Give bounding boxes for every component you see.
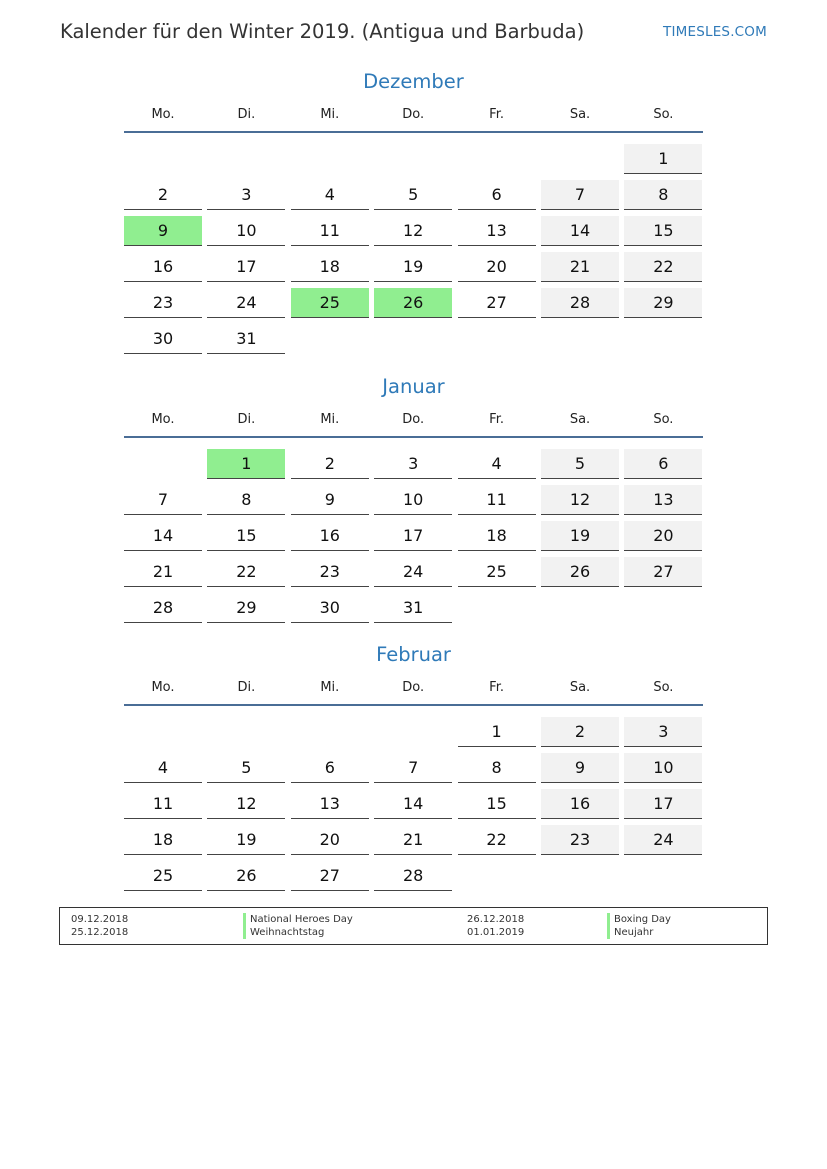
weekday-label: Fr. [489, 107, 504, 122]
day-cell: 21 [124, 557, 202, 587]
weekday-header [124, 412, 703, 432]
day-cell: 10 [624, 753, 702, 783]
day-cell: 31 [374, 593, 452, 623]
day-cell: 2 [291, 449, 369, 479]
day-cell: 12 [207, 789, 285, 819]
legend-date: 01.01.2019 [467, 927, 525, 938]
weekday-label: So. [653, 680, 674, 695]
legend-holiday-name: Weihnachtstag [243, 926, 324, 939]
day-cell: 8 [458, 753, 536, 783]
legend-holiday-name: National Heroes Day [243, 913, 353, 926]
day-cell: 30 [291, 593, 369, 623]
weekday-label: Do. [402, 680, 425, 695]
day-cell: 12 [541, 485, 619, 515]
day-cell: 25 [124, 861, 202, 891]
holiday-day-cell: 26 [374, 288, 452, 318]
day-cell: 15 [458, 789, 536, 819]
day-cell: 25 [458, 557, 536, 587]
day-cell: 22 [458, 825, 536, 855]
day-cell: 5 [541, 449, 619, 479]
day-cell: 26 [207, 861, 285, 891]
day-cell: 6 [624, 449, 702, 479]
weekday-label: Do. [402, 412, 425, 427]
day-cell: 9 [541, 753, 619, 783]
day-cell: 15 [624, 216, 702, 246]
day-cell: 28 [374, 861, 452, 891]
page-title: Kalender für den Winter 2019. (Antigua und Barbuda) [60, 20, 585, 43]
day-cell: 11 [124, 789, 202, 819]
day-cell: 24 [207, 288, 285, 318]
day-cell: 26 [541, 557, 619, 587]
day-cell: 29 [207, 593, 285, 623]
month-name: Dezember [363, 70, 464, 93]
day-cell: 13 [458, 216, 536, 246]
day-cell: 24 [374, 557, 452, 587]
day-cell: 10 [207, 216, 285, 246]
holiday-day-cell: 9 [124, 216, 202, 246]
day-cell: 20 [624, 521, 702, 551]
day-cell: 22 [624, 252, 702, 282]
day-cell: 14 [541, 216, 619, 246]
weekday-label: Di. [237, 107, 256, 122]
weekday-header [124, 107, 703, 127]
day-cell: 9 [291, 485, 369, 515]
day-cell: 7 [374, 753, 452, 783]
day-cell: 7 [541, 180, 619, 210]
day-cell: 24 [624, 825, 702, 855]
header-divider [124, 436, 703, 438]
day-cell: 18 [291, 252, 369, 282]
day-cell: 8 [207, 485, 285, 515]
weekday-label: Fr. [489, 412, 504, 427]
holiday-day-cell: 25 [291, 288, 369, 318]
weekday-label: Mo. [151, 680, 175, 695]
legend-holiday-name: Boxing Day [607, 913, 671, 926]
day-cell: 19 [541, 521, 619, 551]
day-cell: 5 [374, 180, 452, 210]
weekday-label: So. [653, 107, 674, 122]
day-cell: 2 [124, 180, 202, 210]
weekday-label: Fr. [489, 680, 504, 695]
legend-date: 09.12.2018 [71, 914, 129, 925]
weekday-label: So. [653, 412, 674, 427]
day-cell: 23 [291, 557, 369, 587]
day-cell: 28 [124, 593, 202, 623]
day-cell: 17 [207, 252, 285, 282]
day-cell: 13 [624, 485, 702, 515]
day-cell: 7 [124, 485, 202, 515]
header-divider [124, 704, 703, 706]
legend-date: 26.12.2018 [467, 914, 525, 925]
day-cell: 16 [291, 521, 369, 551]
day-cell: 21 [374, 825, 452, 855]
weekday-label: Do. [402, 107, 425, 122]
holiday-day-cell: 1 [207, 449, 285, 479]
day-cell: 29 [624, 288, 702, 318]
weekday-label: Mi. [320, 107, 340, 122]
weekday-label: Mi. [320, 412, 340, 427]
day-cell: 22 [207, 557, 285, 587]
day-cell: 3 [624, 717, 702, 747]
day-cell: 4 [291, 180, 369, 210]
day-cell: 2 [541, 717, 619, 747]
day-cell: 31 [207, 324, 285, 354]
month-name: Januar [382, 375, 445, 398]
day-cell: 15 [207, 521, 285, 551]
day-cell: 16 [124, 252, 202, 282]
day-cell: 1 [458, 717, 536, 747]
day-cell: 18 [458, 521, 536, 551]
day-cell: 3 [207, 180, 285, 210]
weekday-label: Mo. [151, 412, 175, 427]
day-cell: 27 [624, 557, 702, 587]
day-cell: 21 [541, 252, 619, 282]
day-cell: 14 [374, 789, 452, 819]
day-cell: 18 [124, 825, 202, 855]
brand-link[interactable]: TIMESLES.COM [663, 24, 767, 40]
weekday-label: Di. [237, 680, 256, 695]
holiday-legend [59, 907, 768, 945]
day-cell: 23 [124, 288, 202, 318]
day-cell: 14 [124, 521, 202, 551]
day-cell: 13 [291, 789, 369, 819]
day-cell: 17 [374, 521, 452, 551]
day-cell: 6 [291, 753, 369, 783]
day-cell: 19 [374, 252, 452, 282]
day-cell: 8 [624, 180, 702, 210]
day-cell: 11 [458, 485, 536, 515]
day-cell: 30 [124, 324, 202, 354]
day-cell: 12 [374, 216, 452, 246]
day-cell: 28 [541, 288, 619, 318]
day-cell: 4 [458, 449, 536, 479]
weekday-header [124, 680, 703, 700]
weekday-label: Mi. [320, 680, 340, 695]
day-cell: 11 [291, 216, 369, 246]
header-divider [124, 131, 703, 133]
weekday-label: Sa. [569, 107, 591, 122]
day-cell: 10 [374, 485, 452, 515]
day-cell: 23 [541, 825, 619, 855]
day-cell: 3 [374, 449, 452, 479]
day-cell: 27 [291, 861, 369, 891]
weekday-label: Mo. [151, 107, 175, 122]
weekday-label: Sa. [569, 680, 591, 695]
weekday-label: Sa. [569, 412, 591, 427]
day-cell: 4 [124, 753, 202, 783]
day-cell: 19 [207, 825, 285, 855]
day-cell: 17 [624, 789, 702, 819]
legend-date: 25.12.2018 [71, 927, 129, 938]
day-cell: 1 [624, 144, 702, 174]
weekday-label: Di. [237, 412, 256, 427]
day-cell: 27 [458, 288, 536, 318]
month-name: Februar [376, 643, 451, 666]
legend-holiday-name: Neujahr [607, 926, 653, 939]
day-cell: 6 [458, 180, 536, 210]
day-cell: 16 [541, 789, 619, 819]
day-cell: 20 [458, 252, 536, 282]
day-cell: 5 [207, 753, 285, 783]
day-cell: 20 [291, 825, 369, 855]
